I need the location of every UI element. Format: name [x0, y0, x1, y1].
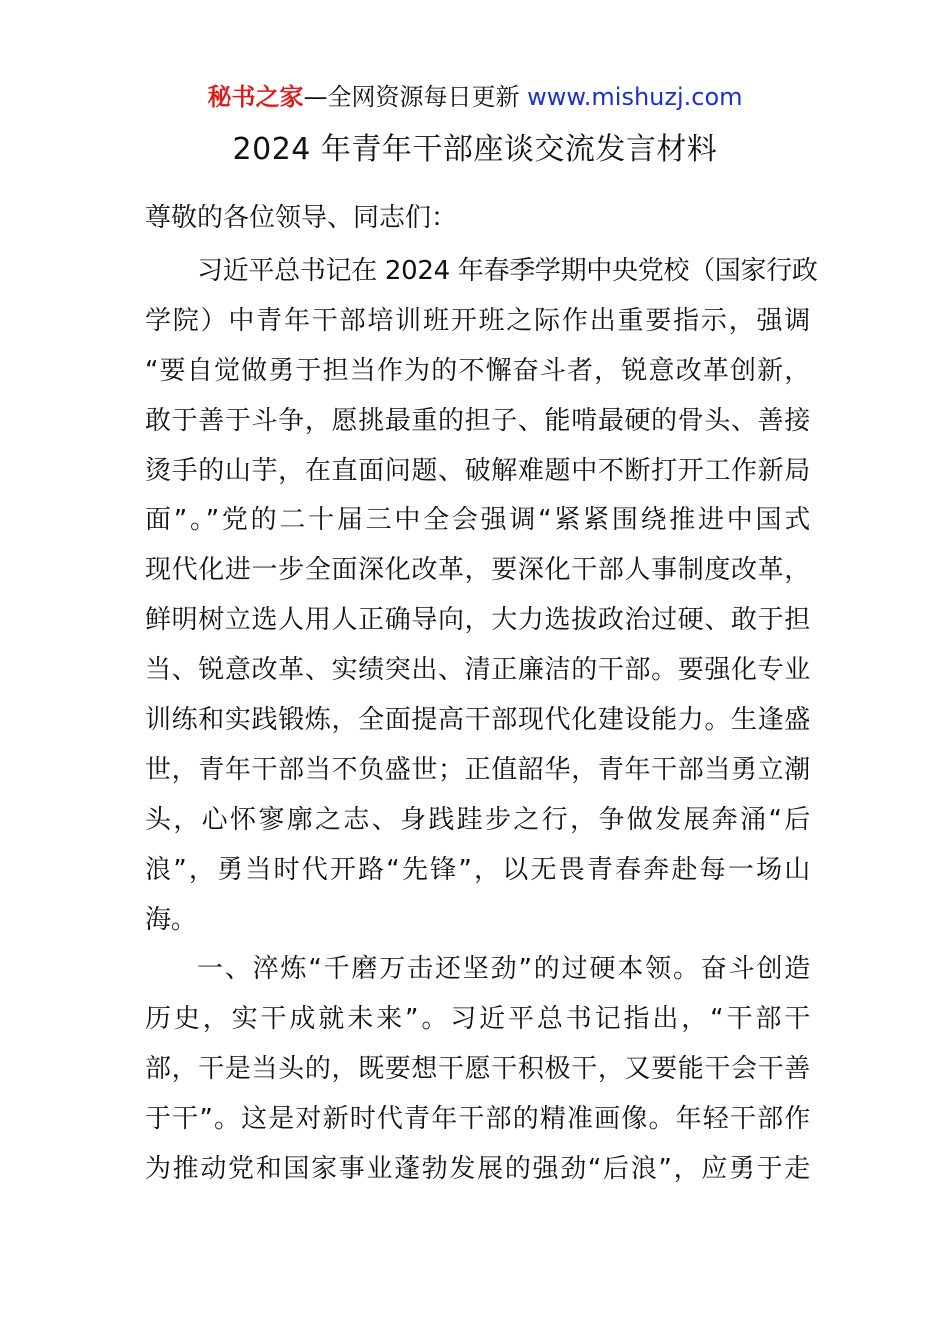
paragraph-line: 敢于善于斗争，愿挑最重的担子、能啃最硬的骨头、善接 — [145, 405, 810, 436]
paragraph-line: 于干”。这是对新时代青年干部的精准画像。年轻干部作 — [145, 1104, 810, 1135]
paragraph-line: 头，心怀寥廓之志、身践跬步之行，争做发展奔涌“后 — [145, 804, 810, 835]
site-header — [0, 82, 950, 112]
paragraph-line: 鲜明树立选人用人正确导向，大力选拔政治过硬、敢于担 — [145, 605, 810, 636]
document-title: 2024 年青年干部座谈交流发言材料 — [232, 132, 718, 167]
site-url-link[interactable]: www.mishuzj.com — [527, 83, 743, 111]
section-heading-line: 一、淬炼“千磨万击还坚劲”的过硬本领。奋斗创造 — [197, 954, 810, 985]
paragraph-line: 为推动党和国家事业蓬勃发展的强劲“后浪”，应勇于走 — [145, 1154, 810, 1185]
header-tagline: —全网资源每日更新 — [303, 83, 528, 111]
document-body — [145, 247, 818, 1195]
paragraph-line: 历史，实干成就未来”。习近平总书记指出，“干部干 — [145, 1004, 810, 1035]
paragraph-line: 浪”，勇当时代开路“先锋”，以无畏青春奔赴每一场山 — [145, 854, 810, 885]
paragraph-line: 学院）中青年干部培训班开班之际作出重要指示，强调 — [145, 305, 810, 336]
paragraph-line: 训练和实践锻炼，全面提高干部现代化建设能力。生逢盛 — [145, 705, 810, 736]
paragraph-line: 当、锐意改革、实绩突出、清正廉洁的干部。要强化专业 — [145, 655, 810, 686]
paragraph-line: 海。 — [145, 904, 197, 935]
paragraph-line: 烫手的山芋，在直面问题、破解难题中不断打开工作新局 — [145, 455, 810, 486]
paragraph-line: “要自觉做勇于担当作为的不懈奋斗者，锐意改革创新， — [145, 355, 810, 386]
brand-name: 秘书之家 — [207, 83, 304, 111]
paragraph-line: 面”。”党的二十届三中全会强调“紧紧围绕推进中国式 — [145, 505, 810, 536]
paragraph-line: 部，干是当头的，既要想干愿干积极干，又要能干会干善 — [145, 1054, 810, 1085]
paragraph-line: 世，青年干部当不负盛世；正值韶华，青年干部当勇立潮 — [145, 754, 810, 785]
paragraph-line: 习近平总书记在 2024 年春季学期中央党校（国家行政 — [197, 256, 818, 286]
greeting: 尊敬的各位领导、同志们： — [145, 203, 458, 233]
paragraph-line: 现代化进一步全面深化改革，要深化干部人事制度改革， — [145, 555, 810, 586]
